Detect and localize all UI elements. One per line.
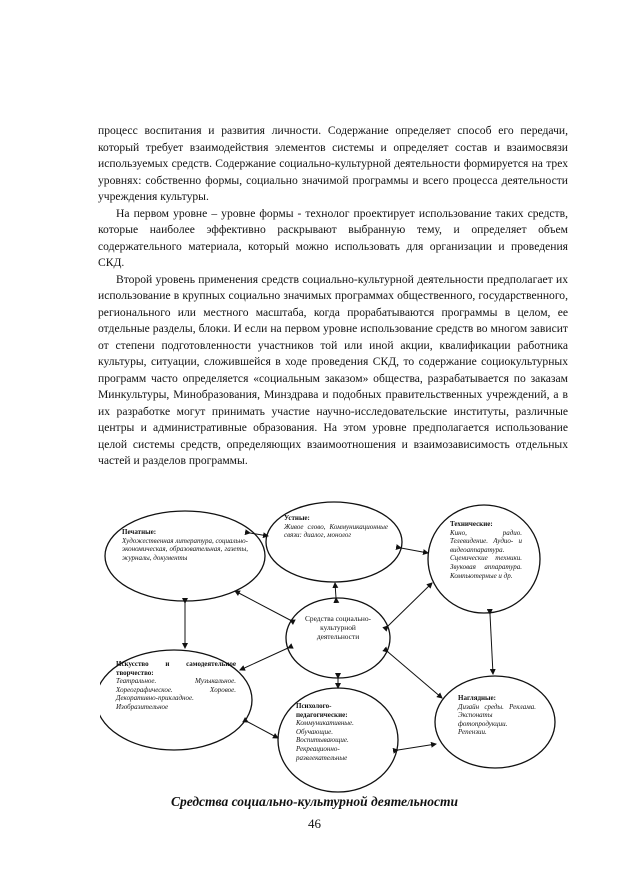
node-psych xyxy=(296,702,382,762)
node-psych-title: Психолого-педагогические: xyxy=(296,702,348,719)
node-technical-title: Технические: xyxy=(450,520,493,528)
node-oral-body: Живое слово, Коммуникационные связи: диалог, монолог xyxy=(284,522,388,540)
page-number: 46 xyxy=(308,816,321,831)
arrow-center-technical xyxy=(388,583,432,626)
node-visual-title: Наглядные: xyxy=(458,694,496,702)
arrow-technical-visual xyxy=(490,614,493,674)
paragraph-2: На первом уровне – уровне формы - технолог проектирует использование таких средств, которые наиболее эффективно раскрывают выбранную тему, и определяет объем содержательного материала, который можно использовать для организации и проведения СКД. xyxy=(98,206,568,269)
figure-caption: Средства социально-культурной деятельности xyxy=(170,794,459,809)
node-center xyxy=(300,614,376,641)
node-psych-body: Коммуникативные. Обучающие. Воспитывающие. Рекреационно-развлекательные xyxy=(296,719,354,762)
arrow-art-psych xyxy=(248,722,278,738)
node-visual xyxy=(458,694,536,737)
node-printed-body: Художественная литература, социально-экономическая, образовательная, газеты, журналы, документы xyxy=(122,536,248,562)
arrow-center-printed xyxy=(235,591,290,620)
node-printed xyxy=(122,528,248,562)
arrow-center-art xyxy=(240,648,288,670)
means-diagram xyxy=(100,488,570,798)
paragraph-3: Второй уровень применения средств социально-культурной деятельности предполагает их использование в крупных социально значимых программах общественного, государственного, регионального или местного масштаба, когда прорабатываются программы в целом, ее отдельные разделы, блоки. И если на первом уровне использование средств во многом зависит от степени подготовленности участников той или иной акции, квалификации работника культуры, ситуации, сложившейся в ходе проведения СКД, то содержание социокультурных программ часто определяется «социальным заказом» общества, разрабатывается по заказам Минкультуры, Минобразования, Минздрава и подобных правительственных учреждений, а в их разработке могут принимать участие научно-исследовательские институты, различные центры и административные образования. На этом уровне предполагается использование целой системы средств, определяющих взаимоотношения и взаимозависимость отдельных частей и разделов программы. xyxy=(98,272,568,467)
arrow-oral-technical xyxy=(401,548,428,553)
arrow-printed-oral xyxy=(250,533,268,536)
node-printed-title: Печатные: xyxy=(122,528,157,536)
arrow-center-oral xyxy=(335,583,336,598)
node-visual-body: Дизайн среды. Реклама. Экспонаты фотопродукции. Репензии. xyxy=(458,702,536,737)
node-art-title: Искусство и самодеятельное творчество: xyxy=(116,660,236,677)
body-text xyxy=(98,123,568,470)
node-center-label: Средства социально-культурной деятельности xyxy=(305,614,371,641)
paragraph-1: процесс воспитания и развития личности. Содержание определяет способ его передачи, который требует взаимодействия элементов системы и определяет состав и взаимосвязи используемых средств. Содержание социально-культурной деятельности формируется на трех уровнях: собственно формы, социально значимой программы и всего процесса деятельности учреждения культуры. xyxy=(98,124,568,203)
arrow-psych-visual xyxy=(398,744,436,750)
node-art xyxy=(116,660,236,712)
arrow-center-visual xyxy=(388,652,442,698)
node-technical xyxy=(450,520,522,580)
node-technical-body: Кино, радио. Телевидение. Аудио- и видеоаппаратура. Сценические техники. Звуковая аппаратура. Компьютерные и др. xyxy=(450,528,522,580)
node-art-body: Театральное. Музыкальное. Хореографическое. Хоровое. Декоративно-прикладное. Изобразительное xyxy=(116,677,236,711)
node-oral xyxy=(284,514,388,540)
node-oral-title: Устные: xyxy=(284,514,310,522)
